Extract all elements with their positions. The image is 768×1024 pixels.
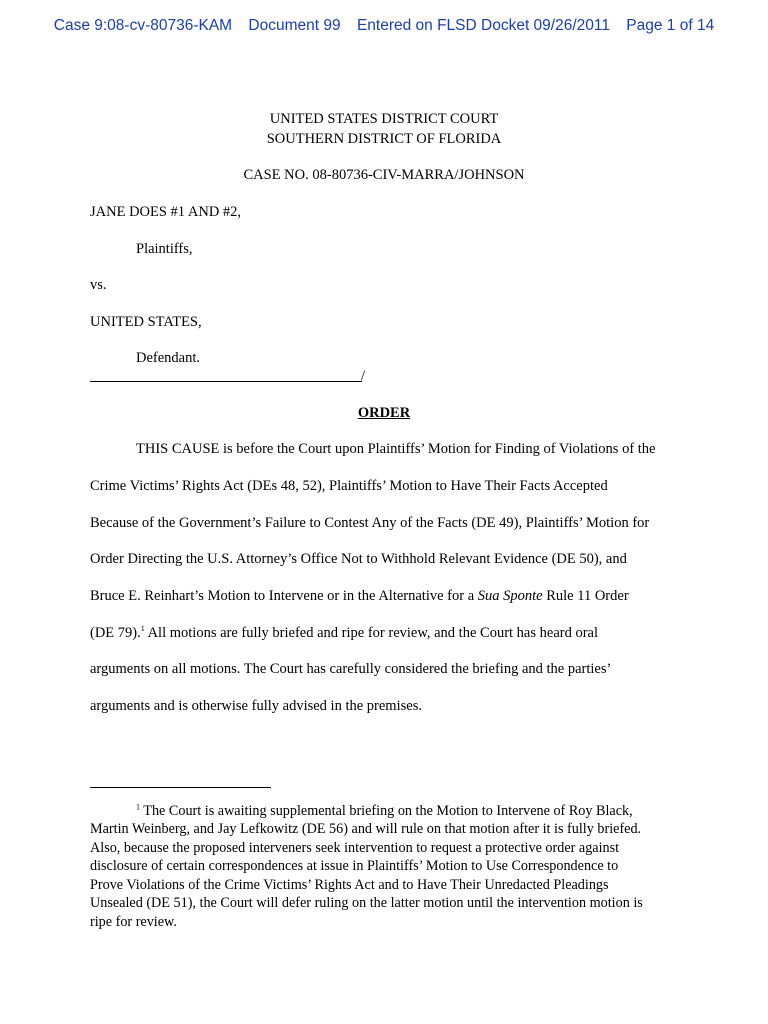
caption-divider-slash: / <box>361 368 366 384</box>
footnote-line-3: Also, because the proposed interveners seek intervention to request a protective order against <box>90 840 620 856</box>
docket-header-stamp <box>0 17 768 35</box>
caption-divider <box>90 381 362 382</box>
body-line-5 <box>90 588 629 605</box>
court-name: UNITED STATES DISTRICT COURT <box>269 111 499 127</box>
body-line-6-end: All motions are fully briefed and ripe for review, and the Court has heard oral <box>144 625 598 641</box>
footnote-line-6: Unsealed (DE 51), the Court will defer ruling on the latter motion until the intervention motion is <box>90 895 643 911</box>
body-line-1: THIS CAUSE is before the Court upon Plaintiffs’ Motion for Finding of Violations of the <box>136 441 656 457</box>
body-line-4: Order Directing the U.S. Attorney’s Office Not to Withhold Relevant Evidence (DE 50), and <box>90 551 627 567</box>
plaintiffs-name: JANE DOES #1 AND #2, <box>90 204 242 220</box>
sua-sponte-italic: Sua Sponte <box>477 588 543 604</box>
body-line-6 <box>90 625 598 642</box>
footnote-line-1 <box>136 803 633 820</box>
versus: vs. <box>90 277 107 293</box>
footnote-line-4: disclosure of certain correspondences at issue in Plaintiffs’ Motion to Use Correspondence to <box>90 858 619 874</box>
footnote-separator <box>90 787 271 788</box>
case-number: CASE NO. 08-80736-CIV-MARRA/JOHNSON <box>243 167 525 183</box>
docket-document-number: Document 99 <box>248 17 341 34</box>
footnote-line-5: Prove Violations of the Crime Victims’ Rights Act and to Have Their Unredacted Pleadings <box>90 877 609 893</box>
docket-entry-date: Entered on FLSD Docket 09/26/2011 <box>356 17 610 34</box>
document-title: ORDER <box>357 405 411 421</box>
footnote-line-1-text: The Court is awaiting supplemental briefing on the Motion to Intervene of Roy Black, <box>140 803 633 819</box>
footnote-reference: 1 <box>140 624 145 634</box>
body-line-5-start: Bruce E. Reinhart’s Motion to Intervene or in the Alternative for a <box>90 588 478 604</box>
footnote-marker: 1 <box>136 802 140 812</box>
body-line-8: arguments and is otherwise fully advised in the premises. <box>90 698 422 714</box>
court-district: SOUTHERN DISTRICT OF FLORIDA <box>266 131 502 147</box>
body-line-6-start: (DE 79). <box>90 625 141 641</box>
footnote-line-2: Martin Weinberg, and Jay Lefkowitz (DE 56) and will rule on that motion after it is fully briefed. <box>90 821 642 837</box>
footnote-line-7: ripe for review. <box>90 914 177 930</box>
docket-case-number: Case 9:08-cv-80736-KAM <box>53 17 233 34</box>
body-line-7: arguments on all motions. The Court has carefully considered the briefing and the parties’ <box>90 661 612 677</box>
defendant-role: Defendant. <box>136 350 201 366</box>
body-line-2: Crime Victims’ Rights Act (DEs 48, 52), Plaintiffs’ Motion to Have Their Facts Accepted <box>90 478 608 494</box>
plaintiffs-role: Plaintiffs, <box>136 241 193 257</box>
docket-page-number: Page 1 of 14 <box>626 17 715 34</box>
body-line-3: Because of the Government’s Failure to Contest Any of the Facts (DE 49), Plaintiffs’ Motion for <box>90 515 650 531</box>
defendant-name: UNITED STATES, <box>90 314 202 330</box>
body-line-5-end: Rule 11 Order <box>542 588 629 604</box>
